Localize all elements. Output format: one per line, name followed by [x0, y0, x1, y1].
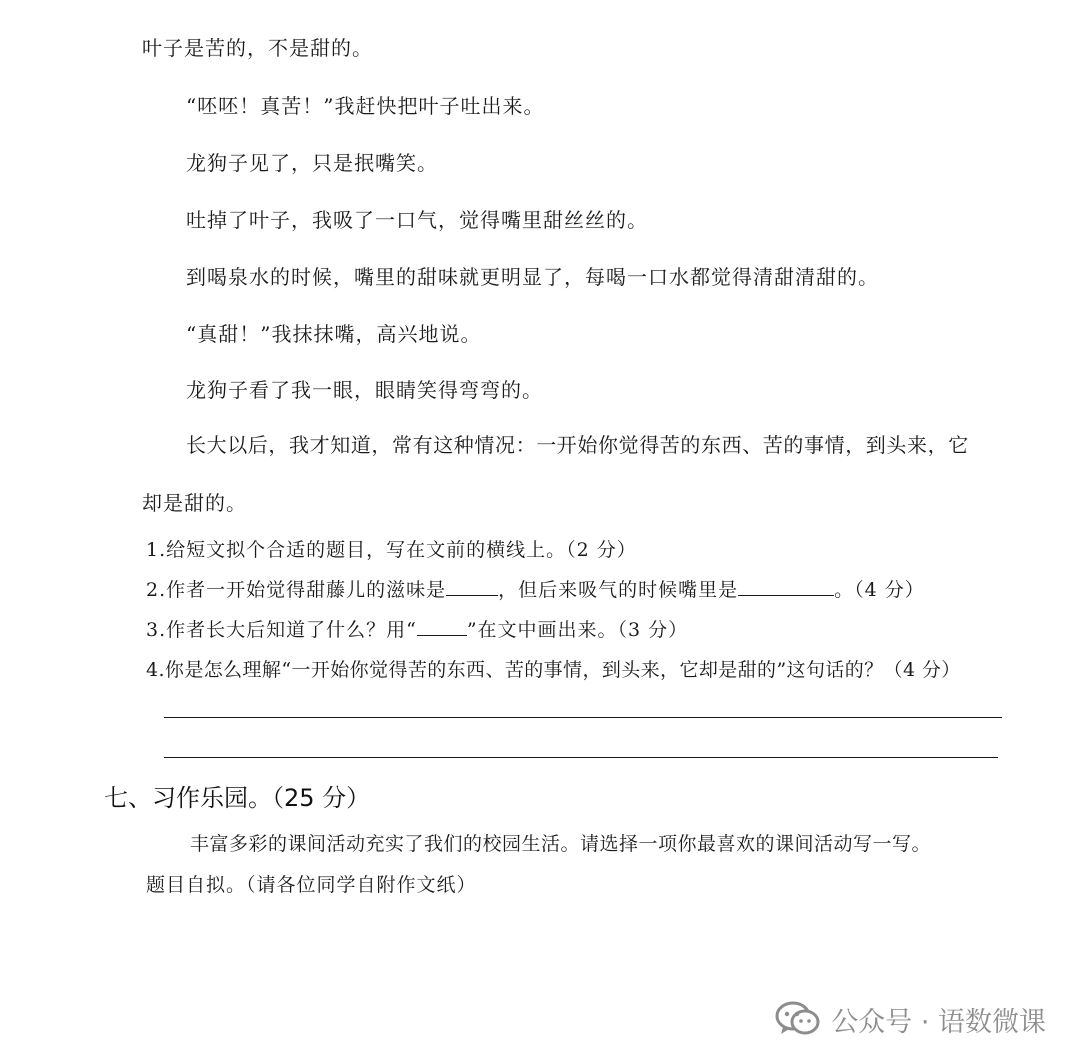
underline-mark-sample: [417, 617, 467, 636]
question-3-text-b: ”在文中画出来。（3 分）: [466, 619, 689, 641]
passage-line: 龙狗子见了，只是抿嘴笑。: [186, 151, 438, 175]
passage-line: 叶子是苦的，不是甜的。: [142, 36, 373, 60]
watermark-text: 公众号 · 语数微课: [831, 1006, 1046, 1038]
essay-prompt-line: 丰富多彩的课间活动充实了我们的校园生活。请选择一项你最喜欢的课间活动写一写。: [190, 833, 932, 855]
answer-blank[interactable]: [738, 577, 834, 596]
wechat-icon: [775, 1000, 821, 1038]
passage-line: 却是甜的。: [142, 491, 247, 515]
section-title: 七、习作乐园。（25 分）: [104, 784, 371, 812]
question-1: 1.给短文拟个合适的题目，写在文前的横线上。（2 分）: [146, 539, 637, 561]
answer-blank[interactable]: [446, 577, 498, 596]
answer-line[interactable]: [164, 757, 998, 758]
question-2-text-b: ，但后来吸气的时候嘴里是: [498, 579, 739, 601]
question-2-text-a: 2.作者一开始觉得甜藤儿的滋味是: [146, 579, 447, 601]
question-3-text-a: 3.作者长大后知道了什么？用“: [146, 619, 417, 641]
passage-line: “呸呸！真苦！”我赶快把叶子吐出来。: [186, 94, 545, 118]
essay-prompt-line: 题目自拟。（请各位同学自附作文纸）: [146, 874, 477, 896]
passage-line: 吐掉了叶子，我吸了一口气，觉得嘴里甜丝丝的。: [186, 208, 648, 232]
passage-line: 长大以后，我才知道，常有这种情况：一开始你觉得苦的东西、苦的事情，到头来，它: [186, 433, 969, 457]
passage-line: 龙狗子看了我一眼，眼睛笑得弯弯的。: [186, 378, 543, 402]
question-4: 4.你是怎么理解“一开始你觉得苦的东西、苦的事情，到头来，它却是甜的”这句话的？（4 分）: [146, 659, 961, 681]
answer-line[interactable]: [164, 717, 1002, 718]
watermark: [775, 998, 1046, 1040]
question-2-text-c: 。（4 分）: [834, 579, 925, 601]
passage-line: 到喝泉水的时候，嘴里的甜味就更明显了，每喝一口水都觉得清甜清甜的。: [186, 265, 879, 289]
question-3: [146, 617, 688, 643]
passage-line: “真甜！”我抹抹嘴，高兴地说。: [186, 322, 482, 346]
question-2: [146, 577, 925, 603]
